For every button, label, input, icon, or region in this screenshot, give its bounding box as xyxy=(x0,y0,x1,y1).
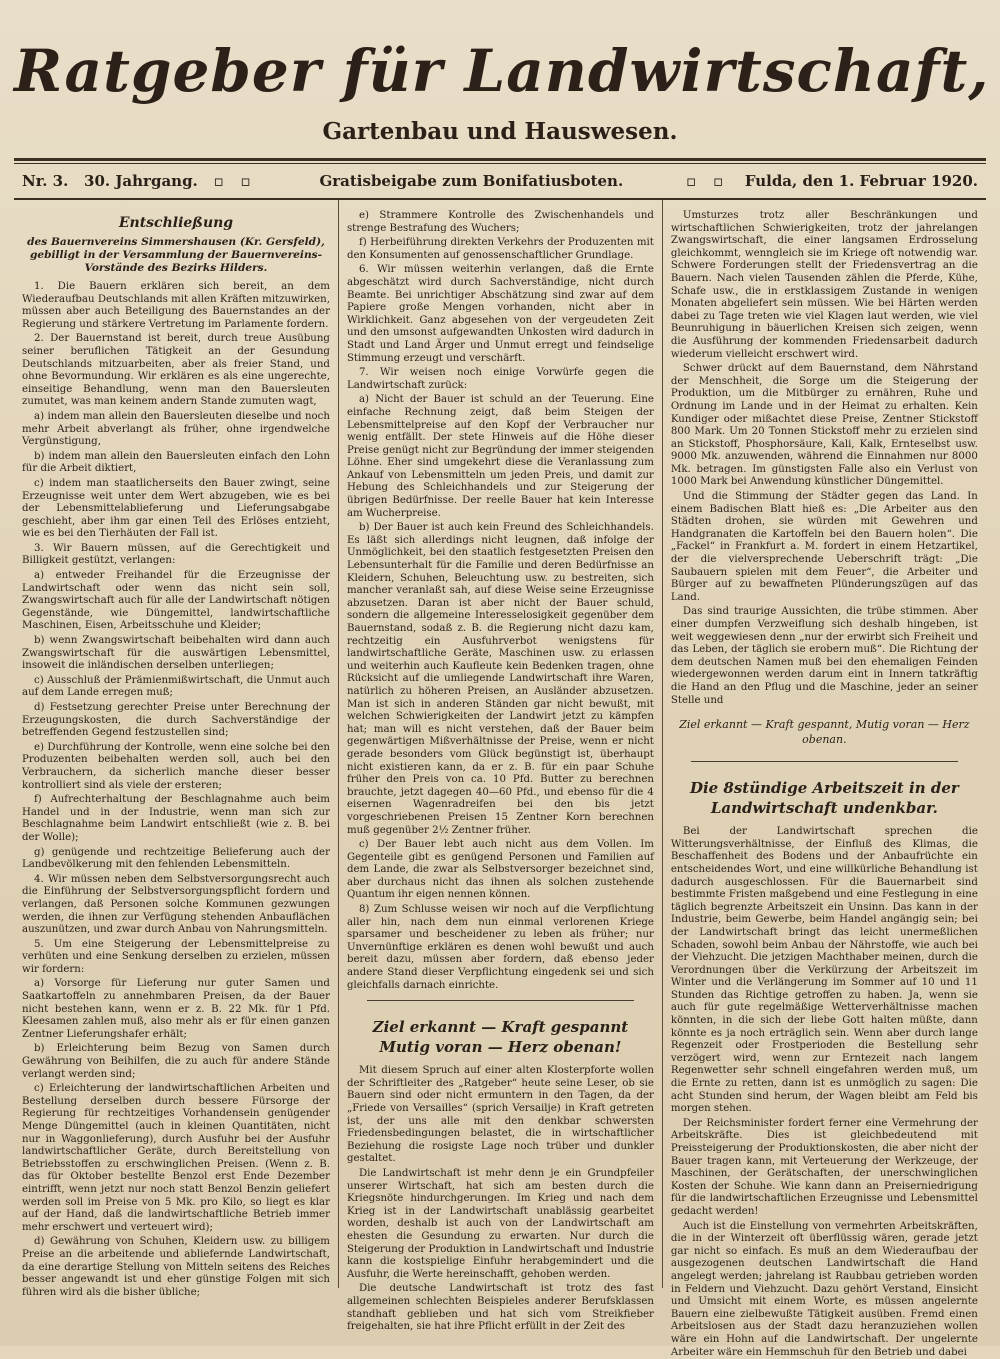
place-date: Fulda, den 1. Februar 1920. xyxy=(744,172,978,190)
paragraph: c) Ausschluß der Prämienmißwirtschaft, die Unmut auch auf dem Lande erregen muß; xyxy=(22,674,330,699)
paragraph: f) Aufrechterhaltung der Beschlagnahme auch beim Handel und in der Industrie, wenn man sich zur Beschlagnahme beim Landwirt entschließt (wie z. B. bei der Wolle); xyxy=(22,794,330,843)
paragraph: a) indem man allein den Bauersleuten dieselbe und noch mehr Arbeit abverlangt als früher, ohne irgendwelche Vergünstigung, xyxy=(22,410,330,448)
paragraph: g) genügende und rechtzeitige Belieferung auch der Landbevölkerung mit den fehlenden Lebensmitteln. xyxy=(22,846,330,871)
paragraph: 3. Wir Bauern müssen, auf die Gerechtigkeit und Billigkeit gestützt, verlangen: xyxy=(22,542,330,567)
issue-info-bar xyxy=(14,164,986,198)
issue-number-group xyxy=(22,172,257,190)
section-divider xyxy=(691,761,958,762)
masthead-title: Ratgeber für Landwirtschaft, xyxy=(14,37,990,105)
volume-year: 30. Jahrgang. xyxy=(84,172,198,190)
paragraph: 5. Um eine Steigerung der Lebensmittelpreise zu verhüten und eine Senkung derselben zu erzielen, müssen wir fordern: xyxy=(22,938,330,975)
paragraph: a) Nicht der Bauer ist schuld an der Teuerung. Eine einfache Rechnung zeigt, daß beim Steigen der Lebensmittelpreise auf den Kopf der Verbraucher nur wenig entfällt. Der stete Hinweis auf die Höhe dieser Preise genügt nicht zur Begründung der immer steigenden Löhne. Eher sind umgekehrt diese die Veranlassung zum Ankauf von Lebensmitteln um jeden Preis, und damit zur Hebung des Schleichhandels und zur Steigerung der übrigen Bedürfnisse. Der reelle Bauer hat kein Interesse am Wucherpreise. xyxy=(346,394,654,519)
paragraph: e) Strammere Kontrolle des Zwischenhandels und strenge Bestrafung des Wuchers; xyxy=(346,210,654,234)
paragraph: f) Herbeiführung direkten Verkehrs der Produzenten mit den Konsumenten auf genossenschaftlicher Grundlage. xyxy=(346,237,654,261)
paragraph: Die Landwirtschaft ist mehr denn je ein Grundpfeiler unserer Wirtschaft, hat sich am besten durch die Kriegsnöte hindurchgerungen. Im Krieg und nach dem Krieg ist in der Landwirtschaft unablässig gearbeitet worden, deshalb ist auch von der Landwirtschaft am ehesten die Gesundung zu erwarten. Nur durch die Steigerung der Produktion in Landwirtschaft und Industrie kann die kostspielige Einfuhr herabgemindert und die Ausfuhr, die Werte hereinschafft, gehoben werden. xyxy=(346,1167,654,1280)
masthead-subtitle: Gartenbau und Hauswesen. xyxy=(322,118,678,145)
paragraph: a) entweder Freihandel für die Erzeugnisse der Landwirtschaft oder wenn das nicht sein soll, Zwangswirtschaft auch für alle der Landwirtschaft nötigen Gegenstände, wie Düngemittel, landwirtschaftliche Maschinen, Eisen, Arbeitsschuhe und Kleider; xyxy=(22,570,330,632)
paragraph: d) Gewährung von Schuhen, Kleidern usw. zu billigem Preise an die arbeitende und abliefernde Landwirtschaft, da eine derartige Stellung von Mitteln seitens des Reiches besser angewandt ist und eher günstige Folgen mit sich führen wird als die bisher übliche; xyxy=(22,1236,330,1298)
issue-number: Nr. 3. xyxy=(22,172,69,190)
paragraph: a) Vorsorge für Lieferung nur guter Samen und Saatkartoffeln zu annehmbaren Preisen, da der Bauer nicht bestehen kann, wenn er z. B. 22 Mk. für 1 Pfd. Kleesamen zahlen muß, also mehr als er für einen ganzen Zentner Lieferungshafer erhält; xyxy=(22,978,330,1040)
paragraph: Auch ist die Einstellung von vermehrten Arbeitskräften, die in der Winterzeit oft überflüssig wären, gerade jetzt gar nicht so einfach. Es muß an dem Wiederaufbau der ausgezogenen deutschen Landwirtschaft die Hand angelegt werden; jahrelang ist Raubbau getrieben worden in Feldern und Viehzucht. Dazu gehört Verstand, Einsicht und Umsicht mit einem Worte, es müssen angelernte Bauern eine zielbewußte Tätigkeit ausüben. Fremd einen Arbeitslosen aus der Stadt dazu heranzuziehen wollen wäre ein Hohn auf die Landwirtschaft. Der ungelernte Arbeiter wäre ein Hemmschuh für den Betrieb und dabei xyxy=(670,1220,978,1358)
paragraph: Die deutsche Landwirtschaft ist trotz des fast allgemeinen schlechten Beispieles anderer Berufsklassen standhaft geblieben und hat sich vom Streikfieber freigehalten, sie hat ihre Pflicht erfüllt in der Zeit des xyxy=(346,1283,654,1333)
paragraph: Schwer drückt auf dem Bauernstand, dem Nährstand der Menschheit, die Sorge um die Steigerung der Produktion, um die Mitbürger zu ernähren, Ruhe und Ordnung im Lande und in der Heimat zu erhalten. Kein Kundiger oder mißachtet diese Preise, Zentner Stickstoff 800 Mark. Um 20 Tonnen Stickstoff mehr zu erzielen sind an Stickstoff, Phosphorsäure, Kali, Kalk, Ernteselbst usw. 9000 Mk. anzuwenden, während die Einnahmen nur 8000 Mk. betragen. Im günstigsten Falle also ein Verlust von 1000 Mark bei Anwendung künstlicher Düngemittel. xyxy=(670,363,978,488)
masthead xyxy=(14,0,990,146)
closing-motto: Ziel erkannt — Kraft gespannt, Mutig voran — Herz obenan. xyxy=(679,718,970,747)
paragraph: 2. Der Bauernstand ist bereit, durch treue Ausübung seiner beruflichen Tätigkeit an der Gesundung Deutschlands mitzuarbeiten, aber als freier Stand, und ohne Bevormundung. Wir erklären es als eine ungerechte, einseitige Behandlung, wenn man den Bauersleuten zumutet, was man keinem andern Stande zumuten wagt, xyxy=(22,333,330,408)
paragraph: Das sind traurige Aussichten, die trübe stimmen. Aber einer dumpfen Verzweiflung sich deshalb hingeben, ist weit weggewiesen denn „nur der erwirbt sich Freiheit und das Leben, der täglich sie erobern muß“. Die Richtung der dem deutschen Namen muß bei den ehemaligen Feinden wiedergewonnen werden darum eint in Innern tatkräftig die Hand an den Pflug und die Maschine, jeder an seiner Stelle und xyxy=(670,606,978,706)
separator-left: ▫ ▫ xyxy=(213,172,257,190)
paragraph: e) Durchführung der Kontrolle, wenn eine solche bei den Produzenten beibehalten werden soll, auch bei den Verbrauchern, da sicherlich manche dieser besser kontrolliert sind als viele der ersteren; xyxy=(22,741,330,791)
paragraph: 8) Zum Schlusse weisen wir noch auf die Verpflichtung aller hin, nach dem nun einmal verlorenen Kriege sparsamer und bescheidener zu leben als früher; nur Unvernünftige erklären es denen wohl bewußt und auch bereit dazu, müssen aber fordern, daß ebenso jeder andere Stand dieser Verpflichtung eingedenk sei und sich gleichfalls darnach einrichte. xyxy=(346,904,654,991)
paragraph: Umsturzes trotz aller Beschränkungen und wirtschaftlichen Schwierigkeiten, trotz der jahrelangen Zwangswirtschaft, die einer langsamen Erdrosselung gleichkommt, wenngleich sie im Kriege oft notwendig war. Schwere Forderungen stellt der Friedensvertrag an die Bauern. Nach vielen Tausenden zählen die Pferde, Kühe, Schafe usw., die in erstklassigem Zustande in wenigen Monaten abgeliefert sein müssen. Wie bei Härten werden dabei zu Tage treten wie viel Klagen laut werden, wie viel Beunruhigung in bäuerlichen Kreisen sich zeigen, wenn die Ausführung der kommenden Friedensarbeit dadurch wiederum vielleicht erschwert wird. xyxy=(670,210,978,360)
paragraph: 1. Die Bauern erklären sich bereit, an dem Wiederaufbau Deutschlands mit allen Kräften mitzuwirken, müssen aber auch Beteiligung des Bauernstandes an der Regierung und stärkere Vertretung im Parlamente fordern. xyxy=(22,281,330,330)
article-columns xyxy=(14,198,986,1358)
column-3 xyxy=(662,200,986,1358)
supplement-note: Gratisbeigabe zum Bonifatiusboten. xyxy=(319,172,624,190)
article-heading-arbeitszeit: Die 8stündige Arbeitszeit in der Landwirtschaft undenkbar. xyxy=(689,779,959,818)
paragraph: c) Der Bauer lebt auch nicht aus dem Vollen. Im Gegenteile gibt es genügend Personen und Familien auf dem Lande, die zwar als Selbstversorger bezeichnet sind, aber durchaus nicht das ihnen als solchen zustehende Quantum ihr eigen nennen können. xyxy=(346,839,654,901)
article-subheading: des Bauernvereins Simmershausen (Kr. Gersfeld), gebilligt in der Versammlung der Bauernvereins-Vorstände des Bezirks Hilders. xyxy=(27,236,325,274)
paragraph: b) Erleichterung beim Bezug von Samen durch Gewährung von Beihilfen, die zu auch für andere Stände verlangt werden sind; xyxy=(22,1043,330,1080)
paragraph: Bei der Landwirtschaft sprechen die Witterungsverhältnisse, der Einfluß des Klimas, die Beschaffenheit des Bodens und der Anbaufrüchte ein entscheidendes Wort, und eine willkürliche Behandlung ist dadurch ausgeschlossen. Für die Bauernarbeit sind bestimmte Fristen maßgebend und eine Festlegung in eine täglich begrenzte Arbeitszeit ein Unsinn. Das kann in der Industrie, beim Gewerbe, beim Handel angängig sein; bei der Landwirtschaft bringt das leicht unermeßlichen Schaden, sowohl beim Anbau der Nährstoffe, wie auch bei der Viehzucht. Die jetzigen Machthaber meinen, durch die Verordnungen über die Verkürzung der Arbeitszeit im Winter und die Verlängerung im Sommer auf 10 und 11 Stunden das Richtige getroffen zu haben. Ja, wenn sie auch für gute regelmäßige Wetterverhältnisse machen könnten, in die sich der liebe Gott halten müßte, dann könnte es ja noch erträglich sein. Wenn aber durch lange Regenzeit oder Frostperioden die Bestellung sehr verzögert wird, wenn zur Erntezeit nach langem Regenwetter sehr schnell eingefahren werden muß, um die Ernte zu retten, dann ist es unmöglich zu sagen: Die acht Stunden sind herum, der Wagen bleibt am Feld bis morgen stehen. xyxy=(670,826,978,1115)
paragraph: b) indem man allein den Bauersleuten einfach den Lohn für die Arbeit diktiert, xyxy=(22,450,330,475)
paragraph: Mit diesem Spruch auf einer alten Klosterpforte wollen der Schriftleiter des „Ratgeber“ heute seine Leser, ob sie Bauern sind oder nicht ermuntern in den Tagen, da der „Friede von Versailles“ (sprich Versailje) in Kraft getreten ist, der uns alle mit den denkbar schwersten Friedensbedingungen belastet, die in wirtschaftlicher Beziehung die rosigste Lage noch trüber und dunkler gestaltet. xyxy=(346,1065,654,1165)
paragraph: c) Erleichterung der landwirtschaftlichen Arbeiten und Bestellung derselben durch bessere Fürsorge der Regierung für rechtzeitiges Vorhandensein genügender Menge Düngemittel (auch in kleinen Quantitäten, nicht nur in Waggonlieferung), durch Ausfuhr bei der Ausfuhr landwirtschaftlicher Geräte, durch Bereitstellung von Betriebsstoffen zu erschwinglichen Preisen. (Wenn z. B. das für Oktober bestellte Benzol erst Ende Dezember eintrifft, wenn jetzt nur noch statt Benzol Benzin geliefert werden soll im Preise von 5 Mk. pro Kilo, so liegt es klar auf der Hand, daß die landwirtschaftliche Betrieb immer mehr erschwert und verteuert wird); xyxy=(22,1083,330,1233)
paragraph: Der Reichsminister fordert ferner eine Vermehrung der Arbeitskräfte. Dies ist gleichbedeutend mit Preissteigerung der Produktionskosten, die aber nicht der Bauer tragen kann, mit Verteuerung der Werkzeuge, der Maschinen, der Gerätschaften, der unerschwinglichen Kosten der Schuhe. Wie kann dann an Preiserniedrigung für die landwirtschaftlichen Erzeugnisse und Lebensmittel gedacht werden! xyxy=(670,1117,978,1217)
paragraph: b) Der Bauer ist auch kein Freund des Schleichhandels. Es läßt sich allerdings nicht leugnen, daß infolge der Unmöglichkeit, bei den staatlich festgesetzten Preisen den Lebensunterhalt für die Familie und deren Bedürfnisse an Kleidern, Schuhen, Beleuchtung usw. zu bestreiten, sich mancher veranlaßt sah, auf diese Weise seine Erzeugnisse abzusetzen. Daran ist aber nicht der Bauer schuld, sondern die allgemeine Interesselosigkeit gegenüber dem Bauernstand, sodaß z. B. die Regierung nicht dazu kam, rechtzeitig ein Ausfuhrverbot wenigstens für landwirtschaftliche Geräte, Maschinen usw. zu erlassen und weiterhin auch Kaufleute kein Bedenken tragen, ohne Rücksicht auf die umliegende Landwirtschaft ihre Waren, natürlich zu höheren Preisen, an Ausländer abzusetzen. Man ist sich in anderen Ständen gar nicht bewußt, mit welchen Schwierigkeiten der Landwirt jetzt zu kämpfen hat; man will es nicht verstehen, daß der Bauer beim gegenwärtigen Mißverhältnisse der Preise, wenn er nicht gerade besonders vom Glück begünstigt ist, überhaupt nicht existieren kann, da er z. B. für ein paar Schuhe früher den Preis von ca. 10 Pfd. Butter zu berechnen brauchte, jetzt dagegen 40—60 Pfd., und ebenso für die 4 eisernen Wagenradreifen bei den bis jetzt vorgeschriebenen Preisen 15 Zentner Korn berechnen muß gegenüber 2½ Zentner früher. xyxy=(346,522,654,836)
column-2 xyxy=(338,200,662,1333)
paragraph: 6. Wir müssen weiterhin verlangen, daß die Ernte abgeschätzt wird durch Sachverständige, nicht durch Beamte. Bei unrichtiger Abschätzung sind zwar auf dem Papiere große Mengen vorhanden, nicht aber in Wirklichkeit. Ganz abgesehen von der vergeudeten Zeit und den umsonst aufgewandten Unkosten wird dadurch in Stadt und Land Ärger und Unmut erregt und feindselige Stimmung erzeugt und verschärft. xyxy=(346,264,654,364)
article-heading-ziel-erkannt: Ziel erkannt — Kraft gespannt Mutig voran — Herz obenan! xyxy=(372,1018,629,1057)
paragraph: 7. Wir weisen noch einige Vorwürfe gegen die Landwirtschaft zurück: xyxy=(346,367,654,391)
masthead-rule xyxy=(14,158,986,161)
paragraph: Und die Stimmung der Städter gegen das Land. In einem Badischen Blatt hieß es: „Die Arbeiter aus den Städten drohen, sie würden mit Gewehren und Handgranaten die Kartoffeln bei den Bauern holen“. Die „Fackel“ in Frankfurt a. M. fordert in einem Hetzartikel, der die vielversprechende Ueberschrift trägt: „Die Saubauern spielen mit dem Feuer“, die Arbeiter und Bürger auf zu bewaffneten Plünderungszügen auf das Land. xyxy=(670,491,978,603)
paragraph: c) indem man staatlicherseits den Bauer zwingt, seine Erzeugnisse weit unter dem Wert abzugeben, wie es bei der Lebensmittelablieferung und Lieferungsabgabe geschieht, aber ihm gar einen Teil des Erlöses entzieht, wie es bei den Tierhäuten der Fall ist. xyxy=(22,477,330,540)
column-1 xyxy=(14,200,338,1298)
paragraph: 4. Wir müssen neben dem Selbstversorgungsrecht auch die Einführung der Selbstversorgungspflicht fordern und verlangen, daß Personen solche Kommunen gezwungen werden, die ihnen zur Verfügung stehenden Anbauflächen auszunützen, und zwar durch Anbau von Nahrungsmitteln. xyxy=(22,873,330,936)
article-heading-entschliessung: Entschließung xyxy=(118,215,234,231)
paragraph: d) Festsetzung gerechter Preise unter Berechnung der Erzeugungskosten, die durch Sachverständige der betreffenden Gegend festzustellen sind; xyxy=(22,702,330,739)
separator-right: ▫ ▫ xyxy=(686,172,730,190)
paragraph: b) wenn Zwangswirtschaft beibehalten wird dann auch Zwangswirtschaft für die auswärtigen Lebensmittel, insoweit die inländischen derselben unterliegen; xyxy=(22,635,330,672)
section-divider xyxy=(367,1000,634,1001)
